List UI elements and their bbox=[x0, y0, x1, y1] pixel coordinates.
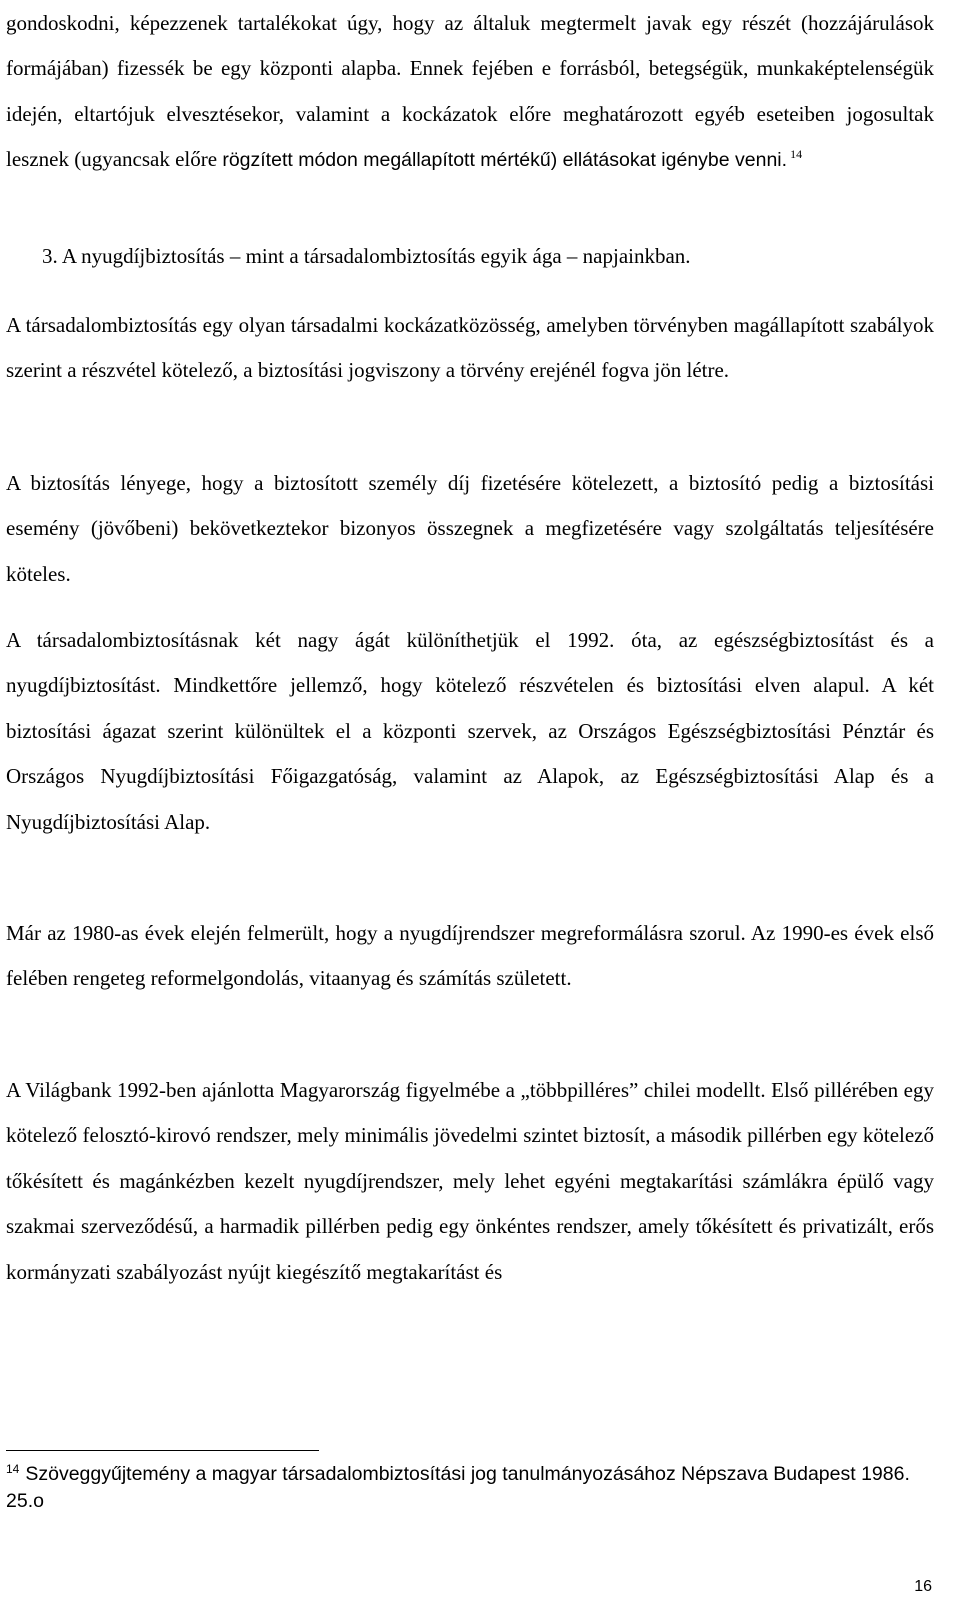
intro-paragraph bbox=[6, 1, 934, 184]
paragraph-2: A biztosítás lényege, hogy a biztosított személy díj fizetésére kötelezett, a biztosító pedig a biztosítási esemény (jövőbeni) bekövetkeztekor bizonyos összegnek a megfizetésére vagy szolgáltatás teljesítésére köteles. bbox=[6, 471, 934, 586]
footnote-number: 14 bbox=[6, 1461, 20, 1476]
footnote-reference[interactable]: 14 bbox=[790, 147, 803, 162]
footnote bbox=[6, 1461, 934, 1515]
intro-text-sans: rögzített módon megállapított mértékű) ellátásokat igénybe venni. bbox=[222, 149, 788, 172]
footnote-separator bbox=[6, 1450, 319, 1451]
intro-text: gondoskodni, képezzenek tartalékokat úgy, hogy az általuk megtermelt javak egy részét (hozzájárulások formájában) fizessék be egy központi alapba. Ennek fejében e forrásból, betegségük, munkaképtelenségük idején, eltartójuk elvesztésekor, valamint a kockázatok előre meghatározott egyéb eseteiben jogosultak lesznek (ugyancsak előre bbox=[6, 11, 934, 172]
paragraph-5: A Világbank 1992-ben ajánlotta Magyarország figyelmébe a „többpilléres” chilei modellt. Első pillérében egy kötelező felosztó-kirovó rendszer, mely minimális jövedelmi szintet biztosít, a második pillérben egy kötelező tőkésített és magánkézben kezelt nyugdíjrendszer, mely lehet egyéni megtakarítási számlákra épülő vagy szakmai szerveződésű, a harmadik pillérben pedig egy önkéntes rendszer, amely tőkésített és privatizált, erős kormányzati szabályozást nyújt kiegészítő megtakarítást és bbox=[6, 1078, 934, 1284]
page-number: 16 bbox=[914, 1578, 932, 1595]
paragraph-3: A társadalombiztosításnak két nagy ágát különíthetjük el 1992. óta, az egészségbiztosítást és a nyugdíjbiztosítást. Mindkettőre jellemző, hogy kötelező részvételen és biztosítási elven alapul. A két biztosítási ágazat szerint különültek el a központi szervek, az Országos Egészségbiztosítási Pénztár és Országos Nyugdíjbiztosítási Főigazgatóság, valamint az Alapok, az Egészségbiztosítási Alap és a Nyugdíjbiztosítási Alap. bbox=[6, 628, 934, 834]
paragraph-4: Már az 1980-as évek elején felmerült, hogy a nyugdíjrendszer megreformálásra szorul. Az 1990-es évek első felében rengeteg reformelgondolás, vitaanyag és számítás született. bbox=[6, 921, 934, 991]
footnote-text: Szöveggyűjtemény a magyar társadalombiztosítási jog tanulmányozásához Népszava Budapest 1986. 25.o bbox=[6, 1463, 910, 1512]
paragraph-1: A társadalombiztosítás egy olyan társadalmi kockázatközösség, amelyben törvényben magállapított szabályok szerint a részvétel kötelező, a biztosítási jogviszony a törvény erejénél fogva jön létre. bbox=[6, 313, 934, 383]
section-heading: 3. A nyugdíjbiztosítás – mint a társadalombiztosítás egyik ága – napjainkban. bbox=[42, 244, 691, 268]
